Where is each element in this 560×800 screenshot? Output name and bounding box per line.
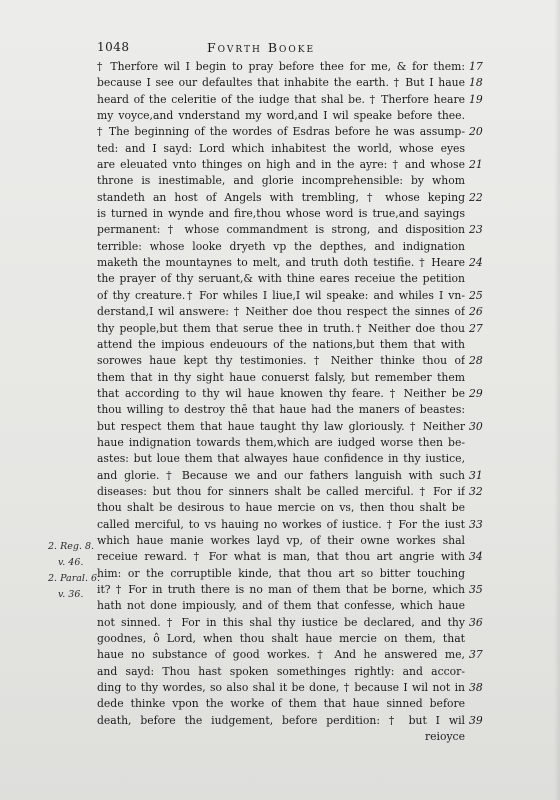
text-line (97, 631, 492, 647)
verse-number: 37 (469, 648, 483, 662)
verse-number: 35 (469, 583, 483, 596)
verse-number: 34 (469, 550, 483, 564)
verse-number: 20 (469, 125, 483, 139)
line-text: receiue reward. † For what is man, that thou art angrie with (97, 550, 465, 564)
text-line (97, 124, 492, 140)
verse-number: 26 (469, 305, 483, 319)
line-text: dede thinke vpon the worke of them that haue sinned before (97, 697, 465, 711)
running-title: Fovrth Booke (207, 40, 316, 55)
text-line (97, 598, 492, 614)
line-text: which haue manie workes layd vp, of their owne workes shal (97, 533, 465, 547)
verse-number: 21 (469, 158, 483, 172)
text-line (97, 533, 492, 549)
margin-note: v. 36. (58, 589, 84, 600)
text-line (97, 190, 492, 206)
verse-number: 24 (469, 256, 483, 270)
text-line (97, 108, 492, 124)
line-text: haue indignation towards them,which are iudged worse then be- (97, 435, 465, 449)
text-line (97, 664, 492, 680)
text-line (97, 517, 492, 533)
text-line (97, 173, 492, 189)
text-line (97, 206, 492, 222)
line-text: thou shalt be desirous to haue mercie on vs, then thou shalt be (97, 501, 465, 515)
text-line (97, 92, 492, 108)
text-line (97, 59, 492, 75)
line-text: them that in thy sight haue conuerst falsly, but remember them (97, 370, 465, 384)
page-edge (554, 0, 560, 800)
line-text: but respect them that haue taught thy law gloriously. † Neither (97, 419, 465, 433)
line-text: ted: and I sayd: Lord which inhabitest the world, whose eyes (97, 141, 465, 155)
text-line (97, 141, 492, 157)
text-line (97, 451, 492, 467)
verse-number: 38 (469, 681, 483, 695)
margin-note: 2. Paral. 6. (48, 573, 101, 584)
text-line (97, 75, 492, 91)
verse-number: 28 (469, 354, 483, 368)
line-text: † The beginning of the wordes of Esdras before he was assump- (97, 125, 465, 139)
line-text: derstand,I wil answere: † Neither doe thou respect the sinnes of (97, 305, 465, 319)
line-text: astes: but loue them that alwayes haue confidence in thy iustice, (97, 452, 465, 466)
text-line (97, 304, 492, 320)
line-text: goodnes, ô Lord, when thou shalt haue mercie on them, that (97, 632, 465, 646)
line-text: attend the impious endeuours of the nations,but them that with (97, 337, 465, 351)
text-line (97, 402, 492, 418)
line-text: throne is inestimable, and glorie incomprehensible: by whom (97, 174, 465, 188)
page-header (97, 40, 477, 58)
verse-number: 36 (469, 615, 483, 629)
line-text: maketh the mountaynes to melt, and truth doth testifie. † Heare (97, 256, 465, 270)
text-line (97, 321, 492, 337)
line-text: of thy creature.† For whiles I liue,I wil speake: and whiles I vn- (97, 288, 465, 302)
verse-number: 27 (469, 321, 483, 335)
line-text: thy people,but them that serue thee in truth.† Neither doe thou (97, 321, 465, 335)
body-text (97, 59, 492, 745)
verse-number: 32 (469, 484, 483, 498)
text-line (97, 615, 492, 631)
text-line (97, 288, 492, 304)
line-text: him: or the corruptible kinde, that thou art so bitter touching (97, 566, 465, 580)
page-number: 1048 (97, 40, 130, 54)
text-line (97, 157, 492, 173)
verse-number: 25 (469, 288, 483, 302)
text-line (97, 713, 492, 729)
verse-number: 19 (469, 92, 483, 106)
text-line (97, 337, 492, 353)
line-text: † Therfore wil I begin to pray before thee for me, & for them: (97, 60, 465, 73)
text-line (97, 419, 492, 435)
line-text: permanent: † whose commandment is strong, and disposition (97, 223, 465, 237)
text-line (97, 239, 492, 255)
verse-number: 22 (469, 190, 483, 204)
verse-number: 23 (469, 223, 483, 237)
line-text: death, before the iudgement, before perdition: † but I wil (97, 713, 465, 727)
text-line (97, 271, 492, 287)
verse-number: 31 (469, 468, 483, 482)
text-line (97, 386, 492, 402)
verse-number: 17 (469, 60, 483, 73)
text-line (97, 647, 492, 663)
line-text: ding to thy wordes, so also shal it be done, † because I wil not in (97, 681, 465, 695)
verse-number: 18 (469, 76, 483, 90)
line-text: terrible: whose looke dryeth vp the depthes, and indignation (97, 239, 465, 253)
line-text: heard of the celeritie of the iudge that shal be. † Therfore heare (97, 92, 465, 106)
text-line (97, 222, 492, 238)
text-line (97, 484, 492, 500)
text-line (97, 696, 492, 712)
text-line (97, 370, 492, 386)
verse-number: 33 (469, 517, 483, 531)
line-text: it? † For in truth there is no man of them that be borne, which (97, 583, 465, 596)
margin-note: v. 46. (58, 557, 84, 568)
line-text: because I see our defaultes that inhabite the earth. † But I haue (97, 76, 465, 90)
text-line (97, 582, 492, 598)
line-text: and sayd: Thou hast spoken somethinges rightly: and accor- (97, 664, 465, 678)
verse-number: 30 (469, 419, 483, 433)
line-text: standeth an host of Angels with trembling, † whose keping (97, 190, 465, 204)
line-text: and glorie. † Because we and our fathers languish with such (97, 468, 465, 482)
line-text: the prayer of thy seruant,& with thine eares receiue the petition (97, 272, 465, 286)
line-text: haue no substance of good workes. † And he answered me, (97, 648, 465, 662)
verse-number: 29 (469, 386, 483, 400)
line-text: are eleuated vnto thinges on high and in the ayre: † and whose (97, 158, 465, 172)
line-text: called merciful, to vs hauing no workes of iustice. † For the iust (97, 517, 465, 531)
line-text: diseases: but thou for sinners shalt be called merciful. † For if (97, 484, 465, 498)
text-line (97, 353, 492, 369)
text-line (97, 500, 492, 516)
verse-number: 39 (469, 713, 483, 727)
catchword: reioyce (424, 730, 465, 744)
line-text: my voyce,and vnderstand my word,and I wil speake before thee. (97, 109, 465, 123)
line-text: that according to thy wil haue knowen thy feare. † Neither be (97, 386, 465, 400)
line-text: sorowes haue kept thy testimonies. † Neither thinke thou of (97, 354, 465, 368)
line-text: is turned in wynde and fire,thou whose word is true,and sayings (97, 207, 465, 221)
text-line (97, 435, 492, 451)
text-line (97, 255, 492, 271)
margin-note: 2. Reg. 8. (48, 541, 95, 552)
text-line (97, 729, 492, 745)
text-line (97, 549, 492, 565)
line-text: thou willing to destroy thē that haue had the maners of beastes: (97, 403, 465, 417)
text-line (97, 566, 492, 582)
text-line (97, 680, 492, 696)
line-text: not sinned. † For in this shal thy iustice be declared, and thy (97, 615, 465, 629)
text-line (97, 468, 492, 484)
line-text: hath not done impiously, and of them that confesse, which haue (97, 599, 465, 613)
